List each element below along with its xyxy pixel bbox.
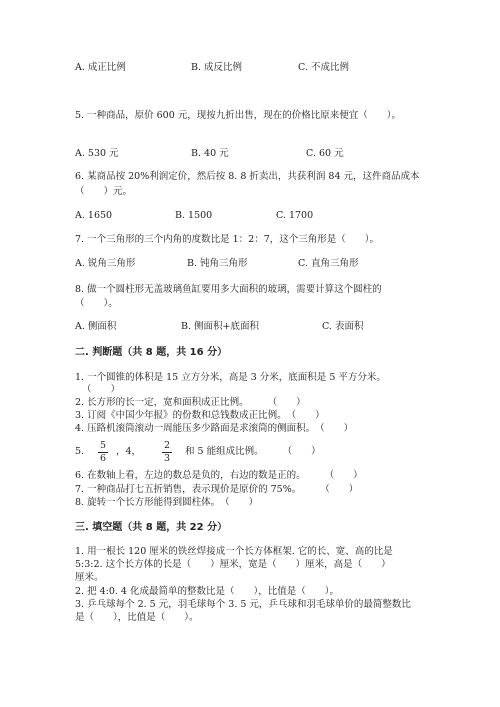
q8-option-c: C. 表面积 bbox=[322, 321, 364, 332]
q7-text: 7. 一个三角形的三个内角的度数比是 1：2：7，这个三角形是（ ）。 bbox=[75, 234, 379, 245]
judge-5-fraction-2 bbox=[162, 440, 172, 465]
q6-option-c: C. 1700 bbox=[276, 210, 314, 221]
fill-1-line1: 1. 用一根长 120 厘米的铁丝焊接成一个长方体框架. 它的长、宽、高的比是 bbox=[75, 546, 393, 557]
fraction-numerator: 2 bbox=[163, 440, 171, 451]
q8-option-b: B. 侧面积+底面积 bbox=[181, 321, 259, 332]
q8-line2: （ ）。 bbox=[75, 298, 118, 309]
q6-line1: 6. 某商品按 20%利润定价，然后按 8. 8 折卖出，共获利润 84 元，这件商品成本 bbox=[75, 171, 420, 182]
section3-title: 三. 填空题（共 8 题，共 22 分） bbox=[75, 522, 228, 533]
fill-3-line2: 是（ ），比值是（ ）。 bbox=[75, 612, 199, 623]
judge-5-prefix: 5. bbox=[75, 446, 85, 457]
q8-option-a: A. 侧面积 bbox=[75, 321, 117, 332]
judge-5-middle: ，4， bbox=[116, 446, 142, 457]
section2-title: 二. 判断题（共 8 题，共 16 分） bbox=[75, 347, 228, 358]
q4-option-c: C. 不成比例 bbox=[298, 62, 349, 73]
judge-5-fraction-1 bbox=[98, 440, 108, 465]
fraction-denominator: 6 bbox=[99, 453, 107, 464]
judge-1-line1: 1. 一个圆锥的体积是 15 立方分米，高是 3 分米，底面积是 5 平方分米。 bbox=[75, 372, 386, 383]
judge-5-suffix: 和 5 能组成比例。 （ ） bbox=[185, 446, 321, 457]
q5-text: 5. 一种商品，原价 600 元，现按九折出售，现在的价格比原来便宜（ ）。 bbox=[75, 110, 402, 121]
q4-option-a: A. 成正比例 bbox=[75, 62, 126, 73]
fill-1-line2: 5:3:2. 这个长方体的长是（ ）厘米，宽是（ ）厘米，高是（ ） bbox=[75, 559, 391, 570]
q5-option-c: C. 60 元 bbox=[306, 148, 344, 159]
q8-line1: 8. 做一个圆柱形无盖玻璃鱼缸要用多大面积的玻璃，需要计算这个圆柱的 bbox=[75, 284, 382, 295]
judge-2: 2. 长方形的长一定，宽和面积成正比例。 （ ） bbox=[75, 397, 306, 408]
q6-line2: （ ）元。 bbox=[75, 186, 133, 197]
q5-option-a: A. 530 元 bbox=[75, 148, 119, 159]
fill-2: 2. 把 4:0. 4 化成最简单的整数比是（ ），比值是（ ）。 bbox=[75, 586, 339, 597]
q7-option-c: C. 直角三角形 bbox=[298, 258, 359, 269]
q5-option-b: B. 40 元 bbox=[191, 148, 229, 159]
judge-1-line2: （ ） bbox=[82, 384, 121, 395]
q7-option-a: A. 锐角三角形 bbox=[75, 258, 136, 269]
q6-option-a: A. 1650 bbox=[75, 210, 113, 221]
fill-1-line3: 厘米。 bbox=[75, 572, 104, 583]
judge-6: 6. 在数轴上看，左边的数总是负的，右边的数是正的。 （ ） bbox=[75, 470, 363, 481]
fraction-denominator: 3 bbox=[163, 453, 171, 464]
q4-option-b: B. 成反比例 bbox=[191, 62, 243, 73]
q6-option-b: B. 1500 bbox=[175, 210, 213, 221]
fill-3-line1: 3. 乒乓球每个 2. 5 元，羽毛球每个 3. 5 元，乒乓球和羽毛球单价的最简整数比 bbox=[75, 599, 411, 610]
q7-option-b: B. 钝角三角形 bbox=[187, 258, 248, 269]
judge-3: 3. 订阅《中国少年报》的份数和总钱数成正比例。 （ ） bbox=[75, 410, 325, 421]
judge-8: 8. 旋转一个长方形能得到圆柱体。 （ ） bbox=[75, 497, 259, 508]
judge-7: 7. 一种商品打七五折销售，表示现价是原价的 75%。 （ ） bbox=[75, 484, 359, 495]
fraction-numerator: 5 bbox=[99, 440, 107, 451]
judge-4: 4. 压路机滚筒滚动一周能压多少路面是求滚筒的侧面积。 （ ） bbox=[75, 423, 354, 434]
